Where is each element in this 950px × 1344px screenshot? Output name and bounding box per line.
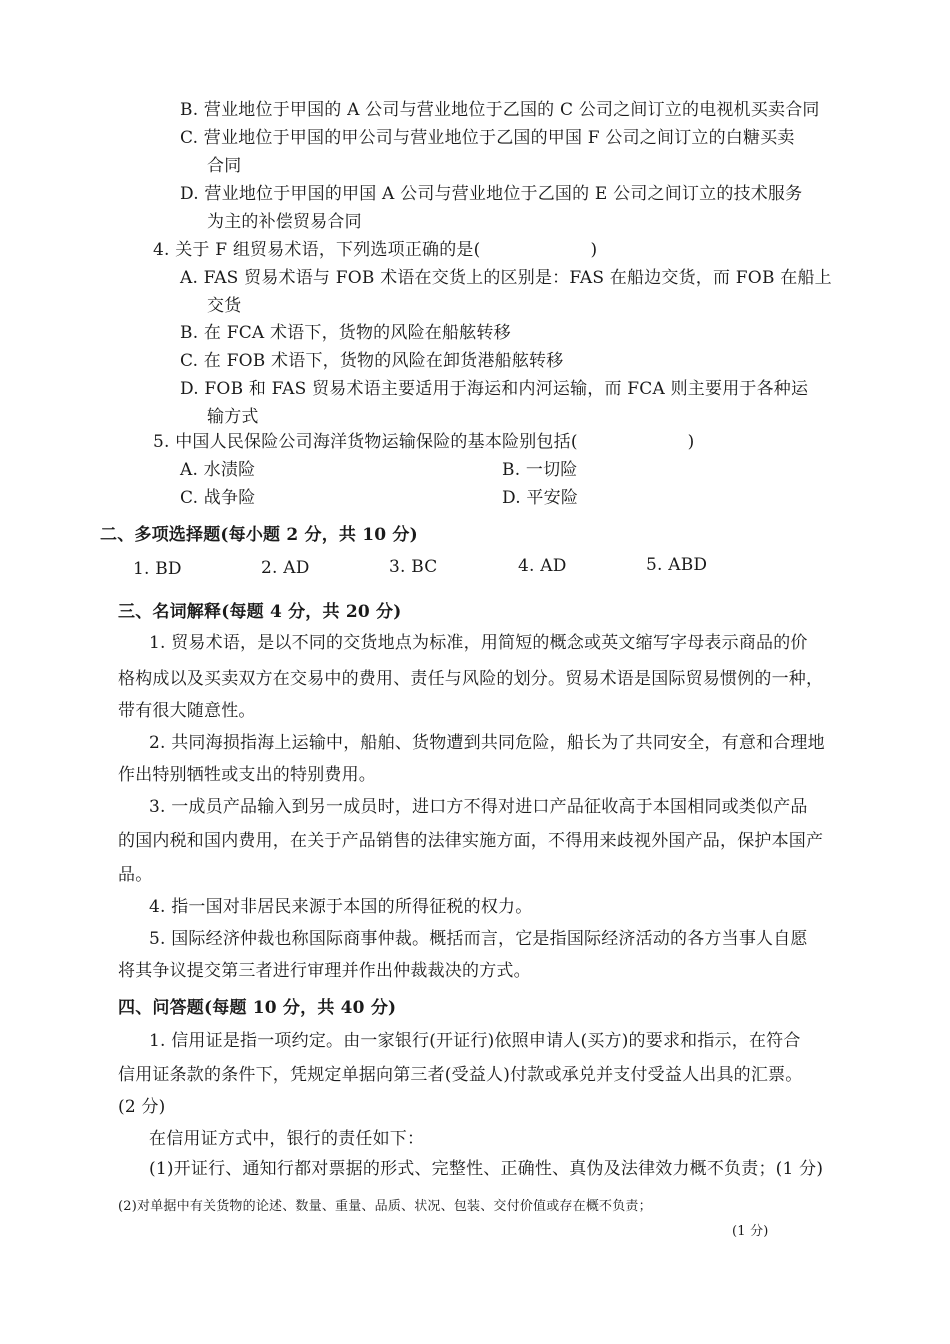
section3-line: 3. 一成员产品输入到另一成员时，进口方不得对进口产品征收高于本国相同或类似产品 (149, 797, 808, 817)
section3-line: 的国内税和国内费用，在关于产品销售的法律实施方面，不得用来歧视外国产品，保护本国产 (118, 831, 824, 851)
q4-stem (153, 238, 597, 262)
q4-option-d-line1: D. FOB 和 FAS 贸易术语主要适用于海运和内河运输，而 FCA 则主要用于各种运 (180, 379, 809, 399)
section3-line: 1. 贸易术语，是以不同的交货地点为标准，用简短的概念或英文缩写字母表示商品的价 (149, 633, 808, 653)
section3-line: 格构成以及买卖双方在交易中的费用、责任与风险的划分。贸易术语是国际贸易惯例的一种， (118, 669, 824, 689)
section2-answer-5: 5. ABD (646, 555, 708, 575)
section3-line: 4. 指一国对非居民来源于本国的所得征税的权力。 (149, 897, 533, 917)
q4-paren-close: ) (590, 240, 598, 260)
q5-stem (153, 430, 695, 454)
section4-small-score: (1 分) (732, 1224, 769, 1239)
q4-option-d-line2: 输方式 (207, 407, 259, 427)
q5-option-b: B. 一切险 (502, 460, 578, 480)
section4-line: (2 分) (118, 1097, 166, 1117)
section2-title: 二、多项选择题(每小题 2 分，共 10 分) (100, 525, 418, 545)
q3-option-d-line1: D. 营业地位于甲国的甲国 A 公司与营业地位于乙国的 E 公司之间订立的技术服务 (180, 184, 803, 204)
section3-line: 5. 国际经济仲裁也称国际商事仲裁。概括而言，它是指国际经济活动的各方当事人自愿 (149, 929, 808, 949)
section3-line: 将其争议提交第三者进行审理并作出仲裁裁决的方式。 (118, 961, 531, 981)
section3-line: 带有很大随意性。 (118, 701, 256, 721)
section4-line: (1)开证行、通知行都对票据的形式、完整性、正确性、真伪及法律效力概不负责；(1 分) (149, 1159, 824, 1179)
q3-option-c-line2: 合同 (207, 156, 242, 176)
q5-option-c: C. 战争险 (180, 488, 256, 508)
section4-line: 在信用证方式中，银行的责任如下： (149, 1129, 425, 1149)
q5-paren-close: ) (687, 432, 695, 452)
section4-title: 四、问答题(每题 10 分，共 40 分) (118, 998, 397, 1018)
q4-option-b: B. 在 FCA 术语下，货物的风险在船舷转移 (180, 323, 511, 343)
section3-title: 三、名词解释(每题 4 分，共 20 分) (118, 602, 402, 622)
q3-option-b: B. 营业地位于甲国的 A 公司与营业地位于乙国的 C 公司之间订立的电视机买卖合同 (180, 100, 820, 120)
section2-answer-1: 1. BD (133, 559, 182, 579)
q4-option-a-line2: 交货 (207, 296, 242, 316)
section2-answer-4: 4. AD (518, 556, 567, 576)
q5-stem-text: 5. 中国人民保险公司海洋货物运输保险的基本险别包括( (153, 432, 578, 452)
q5-option-d: D. 平安险 (502, 488, 579, 508)
q4-option-a-line1: A. FAS 贸易术语与 FOB 术语在交货上的区别是：FAS 在船边交货，而 FOB 在船上 (180, 268, 832, 288)
q3-option-c-line1: C. 营业地位于甲国的甲公司与营业地位于乙国的甲国 F 公司之间订立的白糖买卖 (180, 128, 795, 148)
section3-line: 作出特别牺牲或支出的特别费用。 (118, 765, 376, 785)
section3-line: 品。 (118, 865, 153, 885)
q5-option-a: A. 水渍险 (180, 460, 256, 480)
section3-line: 2. 共同海损指海上运输中，船舶、货物遭到共同危险，船长为了共同安全，有意和合理地 (149, 733, 825, 753)
section4-line: 1. 信用证是指一项约定。由一家银行(开证行)依照申请人(买方)的要求和指示，在符合 (149, 1031, 801, 1051)
q4-option-c: C. 在 FOB 术语下，货物的风险在卸货港船舷转移 (180, 351, 564, 371)
section4-small-line: (2)对单据中有关货物的论述、数量、重量、品质、状况、包装、交付价值或存在概不负责； (118, 1199, 652, 1214)
section2-answer-3: 3. BC (389, 557, 438, 577)
q4-stem-text: 4. 关于 F 组贸易术语，下列选项正确的是( (153, 240, 481, 260)
section4-line: 信用证条款的条件下，凭规定单据向第三者(受益人)付款或承兑并支付受益人出具的汇票。 (118, 1065, 803, 1085)
section2-answer-2: 2. AD (261, 558, 310, 578)
q3-option-d-line2: 为主的补偿贸易合同 (207, 212, 362, 232)
